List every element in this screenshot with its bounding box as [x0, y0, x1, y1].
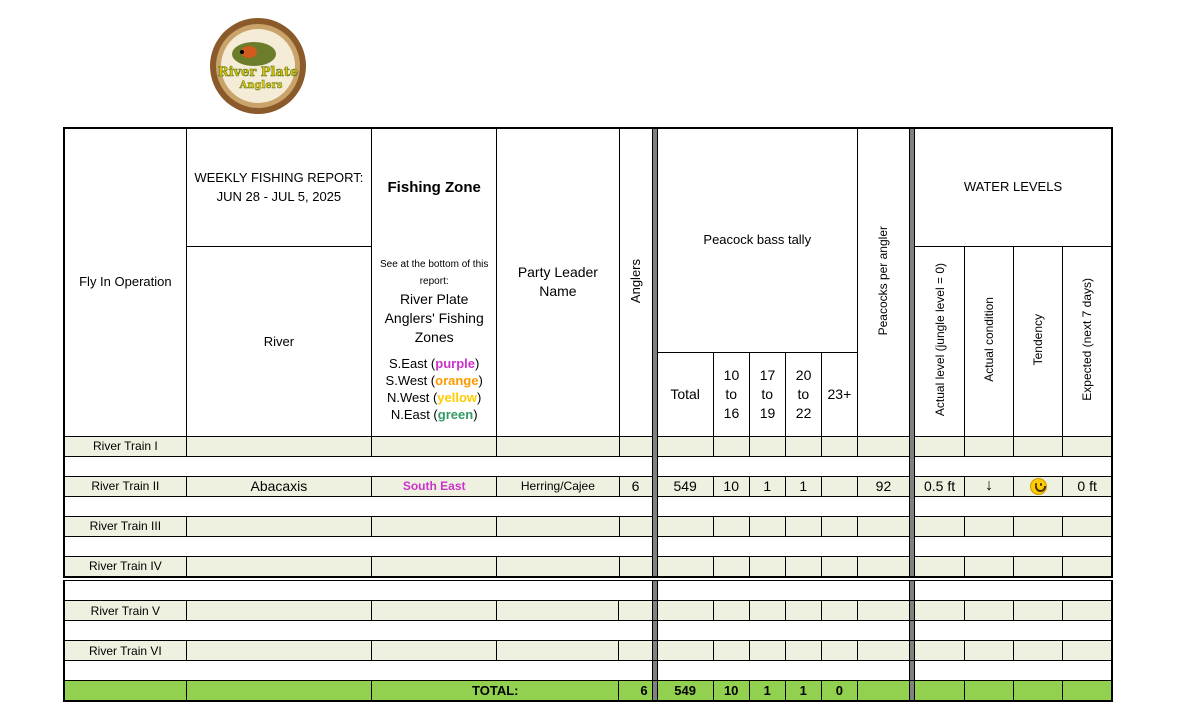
smile-icon [1030, 478, 1047, 495]
river-cell: Abacaxis [186, 476, 371, 496]
tendency-header: Tendency [1014, 246, 1063, 436]
operation-cell: River Train V [64, 601, 186, 621]
river-plate-anglers-logo [209, 16, 307, 116]
total-anglers: 6 [619, 681, 652, 702]
tally-23-plus-header: 23+ [821, 352, 857, 436]
weekly-fishing-report-table-lower [63, 580, 1113, 702]
operation-cell: River Train VI [64, 641, 186, 661]
expected-header: Expected (next 7 days) [1063, 246, 1112, 436]
tendency-cell [1014, 476, 1063, 496]
total-total: 549 [657, 681, 713, 702]
report-title: WEEKLY FISHING REPORT: JUN 28 - JUL 5, 2025 [186, 128, 371, 246]
condition-cell: ↓ [965, 476, 1014, 496]
fishing-zone-label: Fishing Zone [387, 179, 481, 196]
operation-cell: River Train II [64, 476, 186, 496]
expected-cell: 0 ft [1063, 476, 1112, 496]
zone-ne: N.East (green) [390, 407, 478, 422]
table-row [64, 476, 1112, 496]
peacocks-per-angler-header: Peacocks per angler [857, 128, 909, 436]
zone-sw: S.West (orange) [385, 373, 483, 388]
logo-brand-line2: Anglers [239, 80, 283, 91]
fishing-zone-header [372, 128, 497, 436]
logo-brand-line1: River Plate [217, 65, 299, 80]
water-levels-header: WATER LEVELS [915, 128, 1112, 246]
anglers-header: Anglers [619, 128, 652, 436]
party-leader-header: Party Leader Name [497, 128, 619, 436]
leader-cell: Herring/Cajee [497, 476, 619, 496]
tally-10-16-header: 10 to 16 [713, 352, 749, 436]
r17-cell: 1 [749, 476, 785, 496]
total-r23: 0 [821, 681, 857, 702]
operation-cell: River Train IV [64, 556, 186, 577]
total-r10: 10 [713, 681, 749, 702]
totals-row [64, 681, 1112, 702]
zone-note: See at the bottom of this report: [379, 259, 489, 287]
zone-se: S.East (purple) [389, 356, 480, 371]
total-r20: 1 [785, 681, 821, 702]
actual-level-header: Actual level (jungle level = 0) [915, 246, 965, 436]
table-row [64, 516, 1112, 536]
table-row [64, 601, 1112, 621]
zone-nw: N.West (yellow) [386, 390, 482, 405]
actual-condition-header: Actual condition [965, 246, 1014, 436]
anglers-cell: 6 [619, 476, 652, 496]
r20-cell: 1 [785, 476, 821, 496]
river-header: River [186, 246, 371, 436]
total-label: TOTAL: [372, 681, 619, 702]
tally-17-19-header: 17 to 19 [749, 352, 785, 436]
table-row [64, 436, 1112, 456]
zone-title: River Plate Anglers' Fishing Zones [384, 291, 484, 345]
fly-in-operation-header: Fly In Operation [64, 128, 186, 436]
operation-cell: River Train I [64, 436, 186, 456]
operation-cell: River Train III [64, 516, 186, 536]
r10-cell: 10 [713, 476, 749, 496]
table-row [64, 556, 1112, 577]
total-r17: 1 [749, 681, 785, 702]
weekly-fishing-report-table [63, 127, 1113, 578]
tally-total-header: Total [657, 352, 713, 436]
per-angler-cell: 92 [857, 476, 909, 496]
total-cell: 549 [657, 476, 713, 496]
table-row [64, 641, 1112, 661]
level-cell: 0.5 ft [915, 476, 965, 496]
tally-20-22-header: 20 to 22 [785, 352, 821, 436]
zone-legend [372, 355, 496, 423]
zone-cell: South East [372, 476, 497, 496]
r23-cell [821, 476, 857, 496]
peacock-tally-header: Peacock bass tally [657, 128, 857, 352]
